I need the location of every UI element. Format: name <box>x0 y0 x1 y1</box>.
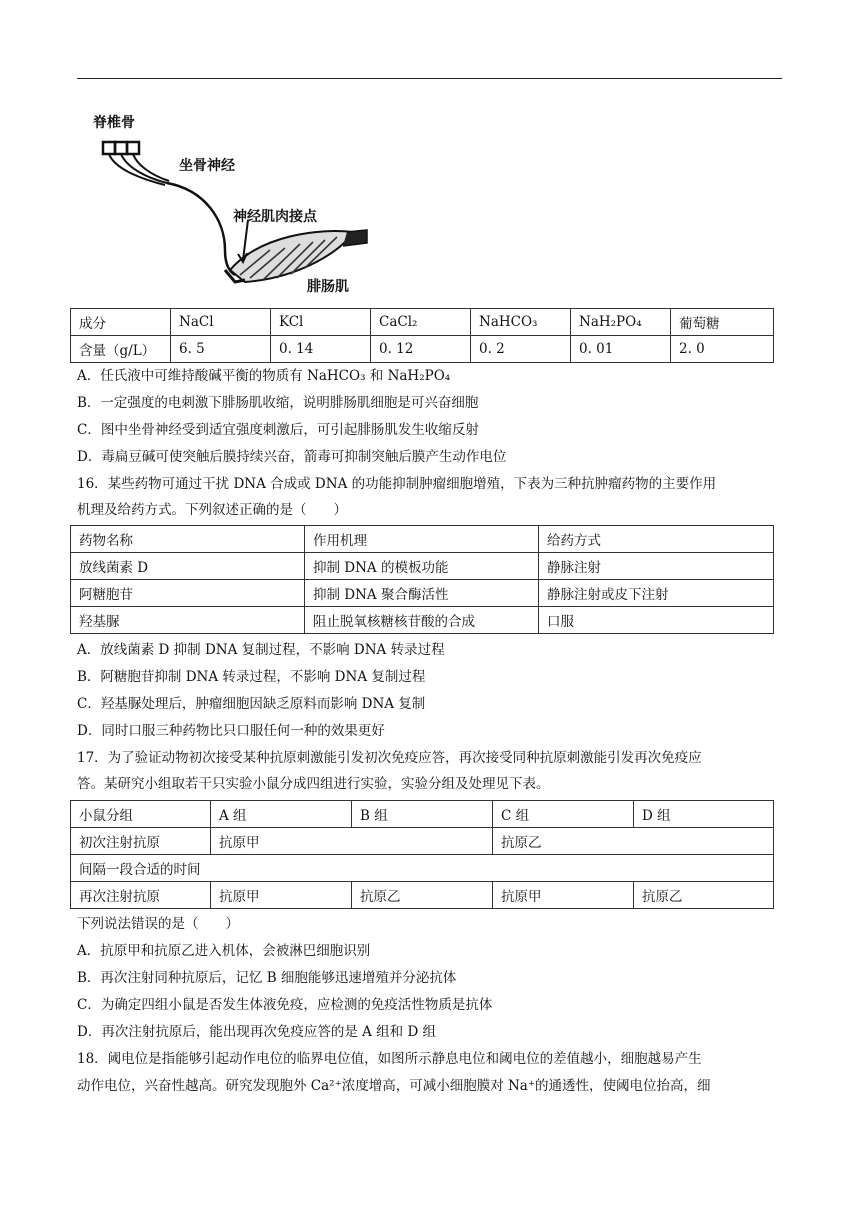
table-cell: 抑制 DNA 的模板功能 <box>305 553 539 580</box>
nerve-muscle-figure <box>85 110 385 310</box>
table-cell: 作用机理 <box>305 526 539 553</box>
table-cell: 口服 <box>539 607 774 634</box>
table-cell: 给药方式 <box>539 526 774 553</box>
header-rule <box>77 78 782 79</box>
table-cell: KCl <box>271 309 371 336</box>
table-row <box>71 828 774 855</box>
table-cell: 0. 14 <box>271 336 371 363</box>
table-cell: 再次注射抗原 <box>71 882 211 909</box>
q16-option-b: B．阿糖胞苷抑制 DNA 转录过程，不影响 DNA 复制过程 <box>77 669 426 685</box>
label-gastrocnemius: 腓肠肌 <box>307 279 349 295</box>
table-cell: D 组 <box>634 801 774 828</box>
q18-line1: 18．阈电位是指能够引起动作电位的临界电位值，如图所示静息电位和阈电位的差值越小，细胞越易产生 <box>77 1051 702 1067</box>
table-cell: 初次注射抗原 <box>71 828 211 855</box>
ringer-solution-table <box>70 308 774 363</box>
table-cell: NaHCO₃ <box>471 309 571 336</box>
table-cell: C 组 <box>493 801 634 828</box>
q16-option-d: D．同时口服三种药物比只口服任何一种的效果更好 <box>77 723 385 739</box>
table-row <box>71 855 774 882</box>
q15-option-c: C．图中坐骨神经受到适宜强度刺激后，可引起腓肠肌发生收缩反射 <box>77 422 479 438</box>
table-cell: 阻止脱氧核糖核苷酸的合成 <box>305 607 539 634</box>
label-neuromuscular-junction: 神经肌肉接点 <box>233 209 317 225</box>
q18-line2: 动作电位，兴奋性越高。研究发现胞外 Ca²⁺浓度增高，可减小细胞膜对 Na⁺的通透性，使阈电位抬高，细 <box>77 1078 711 1094</box>
table-row <box>71 607 774 634</box>
table-cell: 0. 12 <box>371 336 471 363</box>
table-cell: 间隔一段合适的时间 <box>71 855 774 882</box>
table-cell: CaCl₂ <box>371 309 471 336</box>
table-cell: 2. 0 <box>671 336 774 363</box>
table-cell: 0. 01 <box>571 336 671 363</box>
table-cell: B 组 <box>352 801 493 828</box>
table-cell: 羟基脲 <box>71 607 305 634</box>
table-cell: 抑制 DNA 聚合酶活性 <box>305 580 539 607</box>
table-row <box>71 309 774 336</box>
table-cell: A 组 <box>211 801 352 828</box>
table-row <box>71 882 774 909</box>
table-cell: 成分 <box>71 309 171 336</box>
q16-stem-line1: 16．某些药物可通过干扰 DNA 合成或 DNA 的功能抑制肿瘤细胞增殖，下表为三种抗肿瘤药物的主要作用 <box>77 476 717 492</box>
table-cell: 抗原甲 <box>211 882 352 909</box>
q17-option-d: D．再次注射抗原后，能出现再次免疫应答的是 A 组和 D 组 <box>77 1024 437 1040</box>
table-row <box>71 526 774 553</box>
q17-option-a: A．抗原甲和抗原乙进入机体，会被淋巴细胞识别 <box>77 943 371 959</box>
q16-stem-line2: 机理及给药方式。下列叙述正确的是（ ） <box>77 502 347 518</box>
table-cell: 抗原甲 <box>211 828 493 855</box>
table-cell: 放线菌素 D <box>71 553 305 580</box>
table-cell: 葡萄糖 <box>671 309 774 336</box>
table-cell: 抗原乙 <box>493 828 774 855</box>
table-cell: 抗原甲 <box>493 882 634 909</box>
q15-option-b: B．一定强度的电刺激下腓肠肌收缩，说明腓肠肌细胞是可兴奋细胞 <box>77 395 479 411</box>
q16-option-c: C．羟基脲处理后，肿瘤细胞因缺乏原料而影响 DNA 复制 <box>77 696 426 712</box>
table-cell: 抗原乙 <box>352 882 493 909</box>
table-row <box>71 336 774 363</box>
table-cell: NaH₂PO₄ <box>571 309 671 336</box>
table-cell: 静脉注射 <box>539 553 774 580</box>
table-cell: 小鼠分组 <box>71 801 211 828</box>
table-row <box>71 580 774 607</box>
table-row <box>71 801 774 828</box>
mouse-group-table <box>70 800 774 909</box>
q17-stem-line1: 17．为了验证动物初次接受某种抗原刺激能引发初次免疫应答，再次接受同种抗原刺激能引发再次免疫应 <box>77 750 702 766</box>
q17-option-b: B．再次注射同种抗原后，记忆 B 细胞能够迅速增殖并分泌抗体 <box>77 970 457 986</box>
q16-option-a: A．放线菌素 D 抑制 DNA 复制过程，不影响 DNA 转录过程 <box>77 642 445 658</box>
table-cell: 静脉注射或皮下注射 <box>539 580 774 607</box>
table-cell: 含量（g/L） <box>71 336 171 363</box>
table-cell: 抗原乙 <box>634 882 774 909</box>
table-cell: 6. 5 <box>171 336 271 363</box>
q15-option-a: A．任氏液中可维持酸碱平衡的物质有 NaHCO₃ 和 NaH₂PO₄ <box>77 368 451 384</box>
table-cell: 阿糖胞苷 <box>71 580 305 607</box>
q17-question: 下列说法错误的是（ ） <box>77 916 239 932</box>
q15-option-d: D．毒扁豆碱可使突触后膜持续兴奋，箭毒可抑制突触后膜产生动作电位 <box>77 449 507 465</box>
q17-stem-line2: 答。某研究小组取若干只实验小鼠分成四组进行实验，实验分组及处理见下表。 <box>77 776 550 792</box>
label-sciatic-nerve: 坐骨神经 <box>179 158 235 174</box>
table-cell: 0. 2 <box>471 336 571 363</box>
table-cell: 药物名称 <box>71 526 305 553</box>
q17-option-c: C．为确定四组小鼠是否发生体液免疫，应检测的免疫活性物质是抗体 <box>77 997 493 1013</box>
table-cell: NaCl <box>171 309 271 336</box>
drug-table <box>70 525 774 634</box>
table-row <box>71 553 774 580</box>
label-spine: 脊椎骨 <box>93 115 135 131</box>
